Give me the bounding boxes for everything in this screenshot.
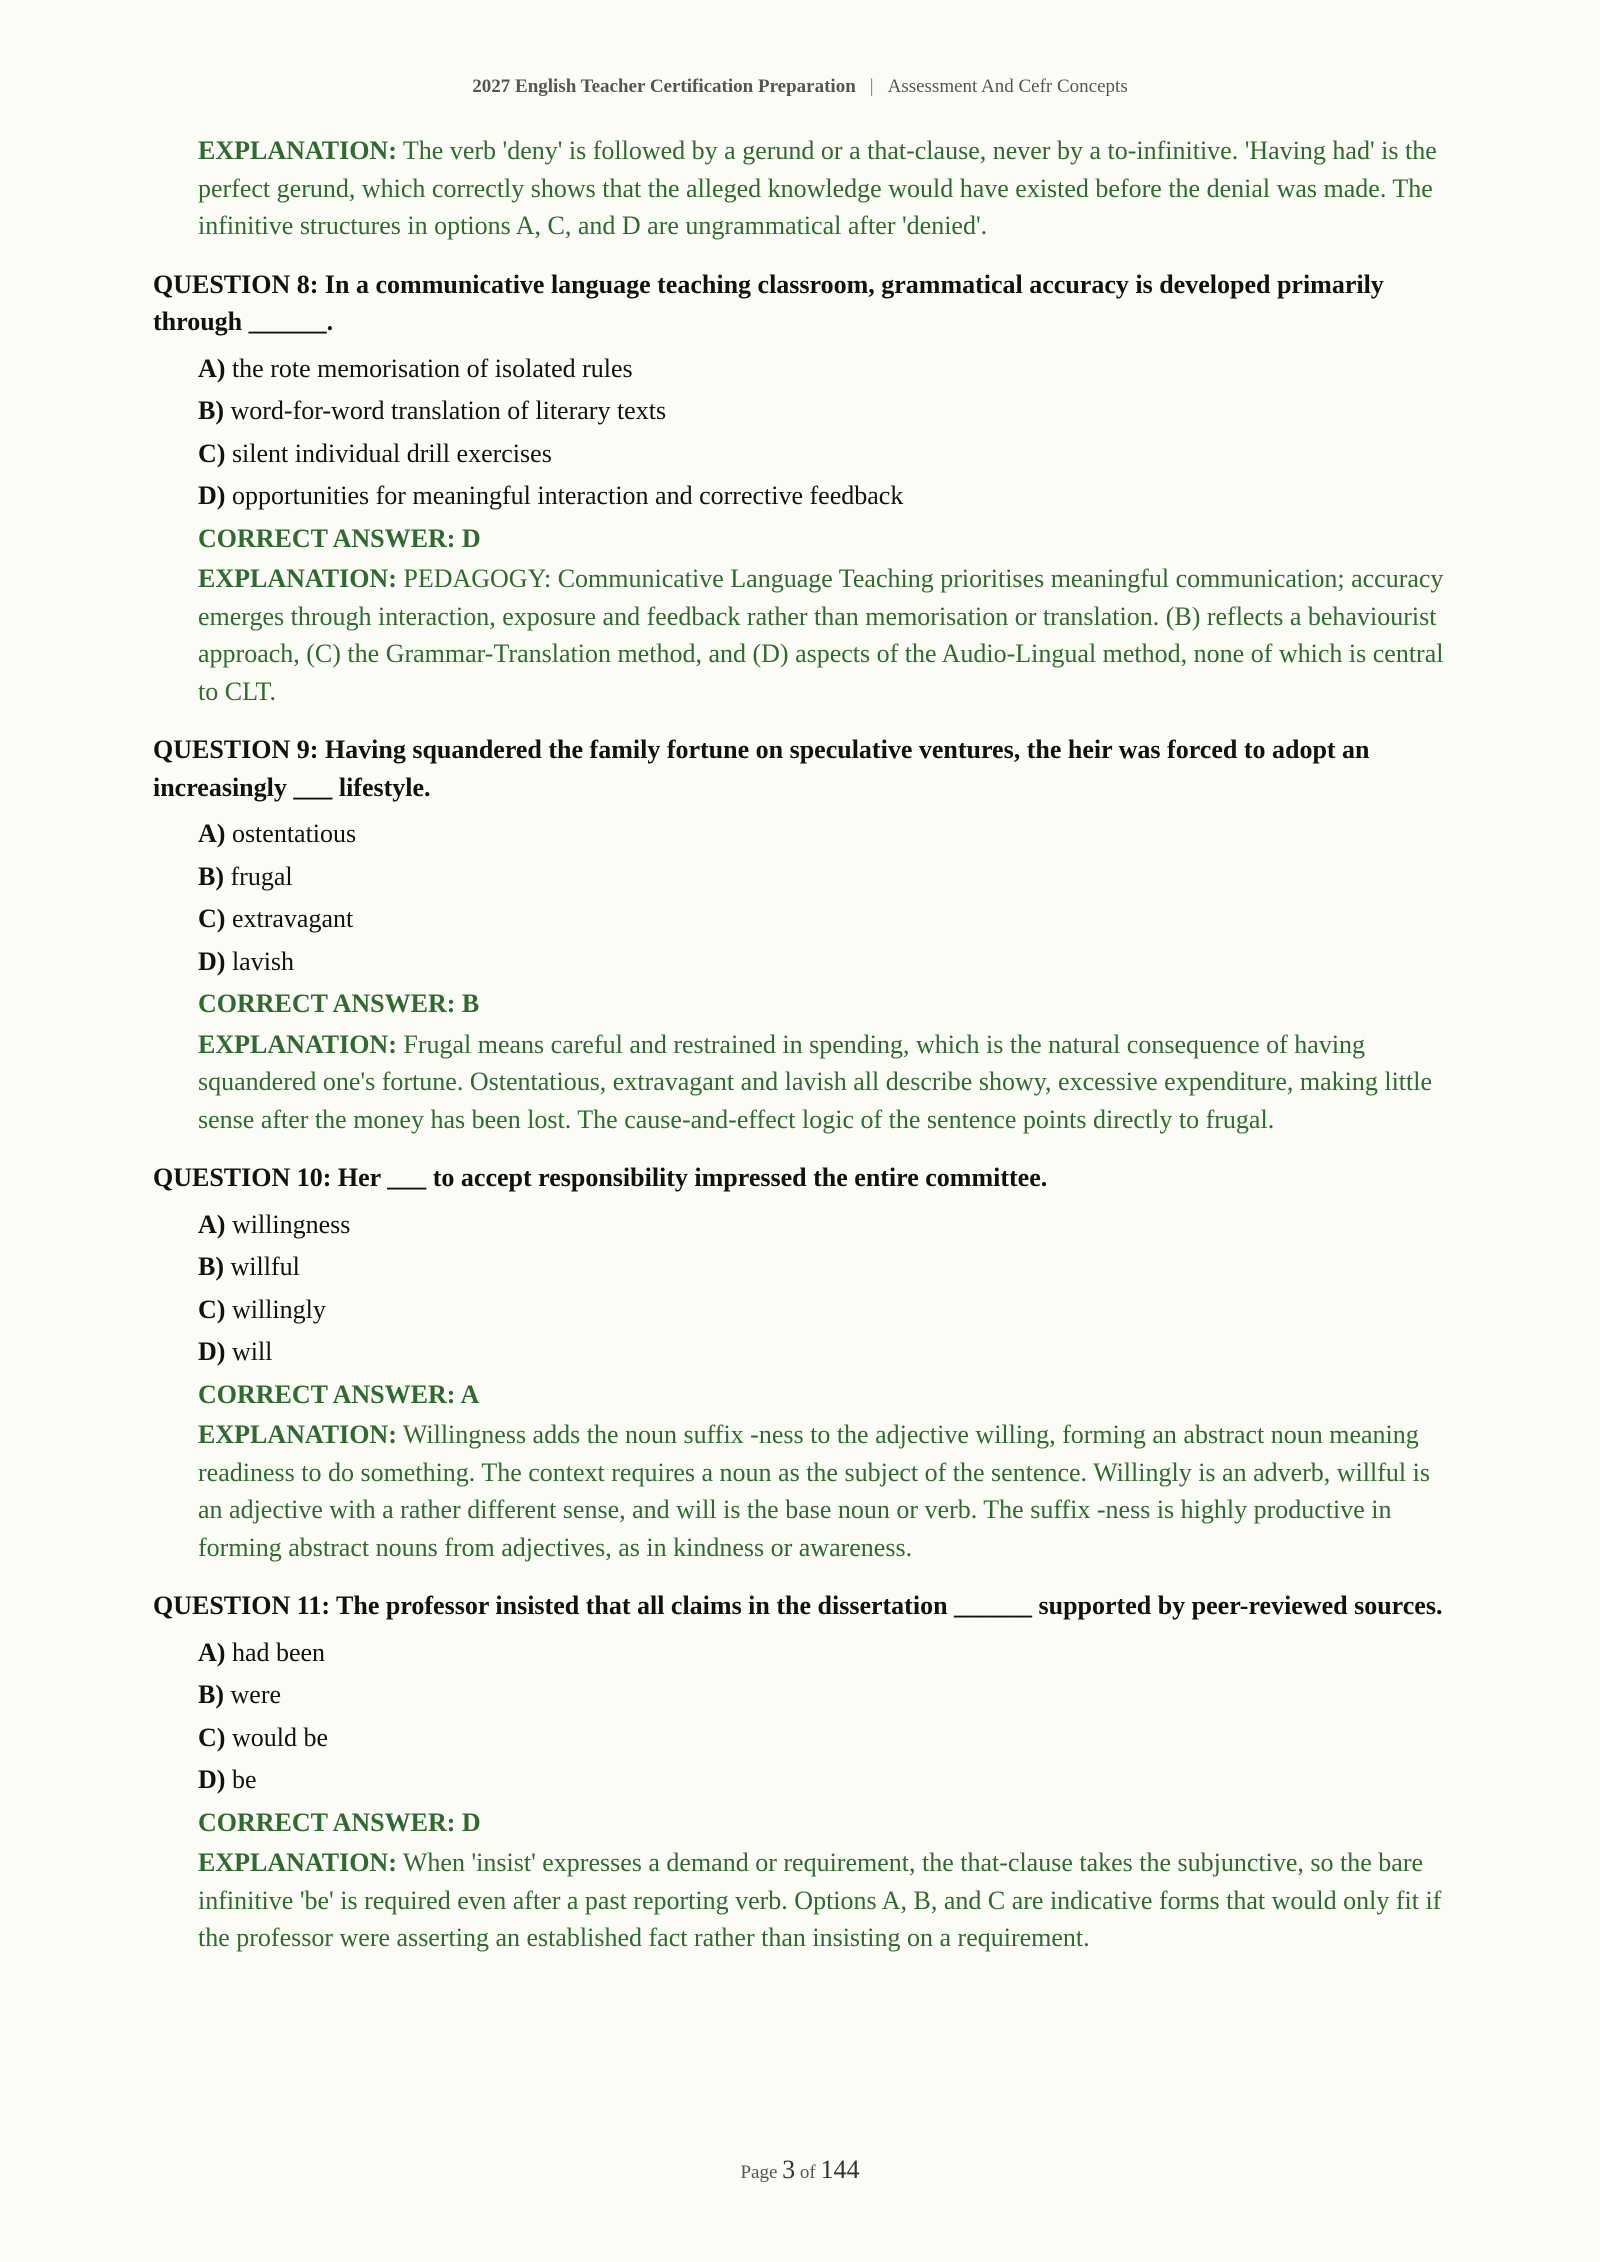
option-b xyxy=(198,1246,1453,1289)
header-title: 2027 English Teacher Certification Preparation xyxy=(472,76,856,97)
option-text: opportunities for meaningful interaction and corrective feedback xyxy=(231,481,904,510)
explanation-text: Willingness adds the noun suffix -ness to the adjective willing, forming an abstract noun meaning readiness to do something. The context requires a noun as the subject of the sentence. Willingly is an adverb, willful is an adjective with a rather different sense, and will is the base noun or verb. The suffix -ness is highly productive in forming abstract nouns from adjectives, as in kindness or awareness. xyxy=(198,1420,1430,1562)
question-block-11 xyxy=(153,1587,1453,1957)
option-letter: C) xyxy=(198,904,226,933)
option-a xyxy=(198,348,1453,391)
explanation-label: EXPLANATION: xyxy=(198,1420,397,1449)
option-text: be xyxy=(231,1765,257,1794)
explanation-label: EXPLANATION: xyxy=(198,1029,397,1059)
option-text: extravagant xyxy=(231,904,354,933)
explanation-label: EXPLANATION: xyxy=(198,136,397,165)
option-c xyxy=(198,1289,1453,1332)
page-label: Page xyxy=(740,2162,778,2183)
option-letter: D) xyxy=(198,1337,226,1366)
option-text: willful xyxy=(230,1252,300,1281)
option-letter: A) xyxy=(198,1637,226,1667)
explanation xyxy=(198,560,1453,710)
option-c xyxy=(198,1717,1453,1760)
option-text: silent individual drill exercises xyxy=(231,438,552,468)
question-text: QUESTION 11: The professor insisted that all claims in the dissertation ______ supported by peer-reviewed sources. xyxy=(153,1591,1443,1620)
page-total: 144 xyxy=(820,2155,860,2184)
explanation xyxy=(198,1844,1453,1957)
option-b xyxy=(198,390,1453,433)
option-letter: D) xyxy=(198,1765,226,1794)
option-a xyxy=(198,1632,1453,1675)
header-section: Assessment And Cefr Concepts xyxy=(887,76,1128,97)
option-text: were xyxy=(230,1680,282,1709)
correct-answer: CORRECT ANSWER: D xyxy=(198,523,481,553)
header-separator: | xyxy=(869,76,874,97)
options-list xyxy=(198,1204,1453,1374)
option-letter: C) xyxy=(198,1294,226,1324)
page-header xyxy=(0,76,1600,98)
option-d xyxy=(198,475,1453,518)
option-c xyxy=(198,898,1453,941)
correct-answer: CORRECT ANSWER: A xyxy=(198,1379,480,1409)
explanation-text: The verb 'deny' is followed by a gerund or a that-clause, never by a to-infinitive. 'Having had' is the perfect gerund, which correctly shows that the alleged knowledge would have existed before the denial was made. The infinitive structures in options A, C, and D are ungrammatical after 'denied'. xyxy=(198,136,1437,240)
question-block-10 xyxy=(153,1159,1453,1566)
explanation-text: PEDAGOGY: Communicative Language Teaching prioritises meaningful communication; accuracy emerges through interaction, exposure and feedback rather than memorisation or translation. (B) reflects a behaviourist approach, (C) the Grammar-Translation method, and (D) aspects of the Audio-Lingual method, none of which is central to CLT. xyxy=(198,564,1444,706)
option-letter: B) xyxy=(198,861,224,891)
explanation-label: EXPLANATION: xyxy=(198,564,397,593)
option-letter: A) xyxy=(198,1209,226,1239)
page-footer xyxy=(0,2155,1600,2185)
option-text: willingly xyxy=(231,1294,326,1324)
option-letter: B) xyxy=(198,396,224,425)
page-of-label: of xyxy=(799,2162,816,2183)
question-block-9 xyxy=(153,731,1453,1138)
options-list xyxy=(198,1632,1453,1802)
intro-explanation xyxy=(198,132,1453,245)
option-text: will xyxy=(231,1337,273,1366)
option-text: ostentatious xyxy=(231,819,357,848)
option-letter: B) xyxy=(198,1680,224,1709)
explanation xyxy=(198,1416,1453,1566)
correct-answer: CORRECT ANSWER: B xyxy=(198,989,480,1018)
question-text: QUESTION 9: Having squandered the family fortune on speculative ventures, the heir was forced to adopt an increasingly ___ lifestyle. xyxy=(153,735,1370,802)
option-letter: C) xyxy=(198,438,226,468)
explanation-text: When 'insist' expresses a demand or requirement, the that-clause takes the subjunctive, so the bare infinitive 'be' is required even after a past reporting verb. Options A, B, and C are indicative forms that would only fit if the professor were asserting an established fact rather than insisting on a requirement. xyxy=(198,1848,1442,1952)
question-text: QUESTION 10: Her ___ to accept responsibility impressed the entire committee. xyxy=(153,1163,1048,1192)
option-b xyxy=(198,1674,1453,1717)
option-c xyxy=(198,433,1453,476)
option-text: word-for-word translation of literary texts xyxy=(230,396,667,425)
option-text: lavish xyxy=(231,946,295,976)
option-letter: D) xyxy=(198,481,226,510)
option-text: the rote memorisation of isolated rules xyxy=(231,353,633,383)
option-letter: A) xyxy=(198,819,226,848)
option-text: frugal xyxy=(230,861,293,891)
option-letter: A) xyxy=(198,353,226,383)
option-letter: D) xyxy=(198,946,226,976)
options-list xyxy=(198,348,1453,518)
page-content xyxy=(153,132,1453,1957)
option-letter: C) xyxy=(198,1722,226,1752)
option-letter: B) xyxy=(198,1252,224,1281)
option-d xyxy=(198,1331,1453,1374)
option-a xyxy=(198,1204,1453,1247)
option-text: had been xyxy=(231,1637,326,1667)
explanation-label: EXPLANATION: xyxy=(198,1848,397,1877)
question-text: QUESTION 8: In a communicative language teaching classroom, grammatical accuracy is developed primarily through ______. xyxy=(153,269,1384,336)
option-d xyxy=(198,1759,1453,1802)
explanation xyxy=(198,1026,1453,1139)
question-block-8 xyxy=(153,266,1453,711)
explanation-text: Frugal means careful and restrained in spending, which is the natural consequence of having squandered one's fortune. Ostentatious, extravagant and lavish all describe showy, excessive expenditure, making little sense after the money has been lost. The cause-and-effect logic of the sentence points directly to frugal. xyxy=(198,1029,1433,1134)
options-list xyxy=(198,813,1453,983)
option-text: would be xyxy=(231,1722,328,1752)
option-a xyxy=(198,813,1453,856)
correct-answer: CORRECT ANSWER: D xyxy=(198,1807,481,1837)
option-b xyxy=(198,856,1453,899)
page-number: 3 xyxy=(782,2155,796,2184)
option-text: willingness xyxy=(231,1209,351,1239)
option-d xyxy=(198,941,1453,984)
